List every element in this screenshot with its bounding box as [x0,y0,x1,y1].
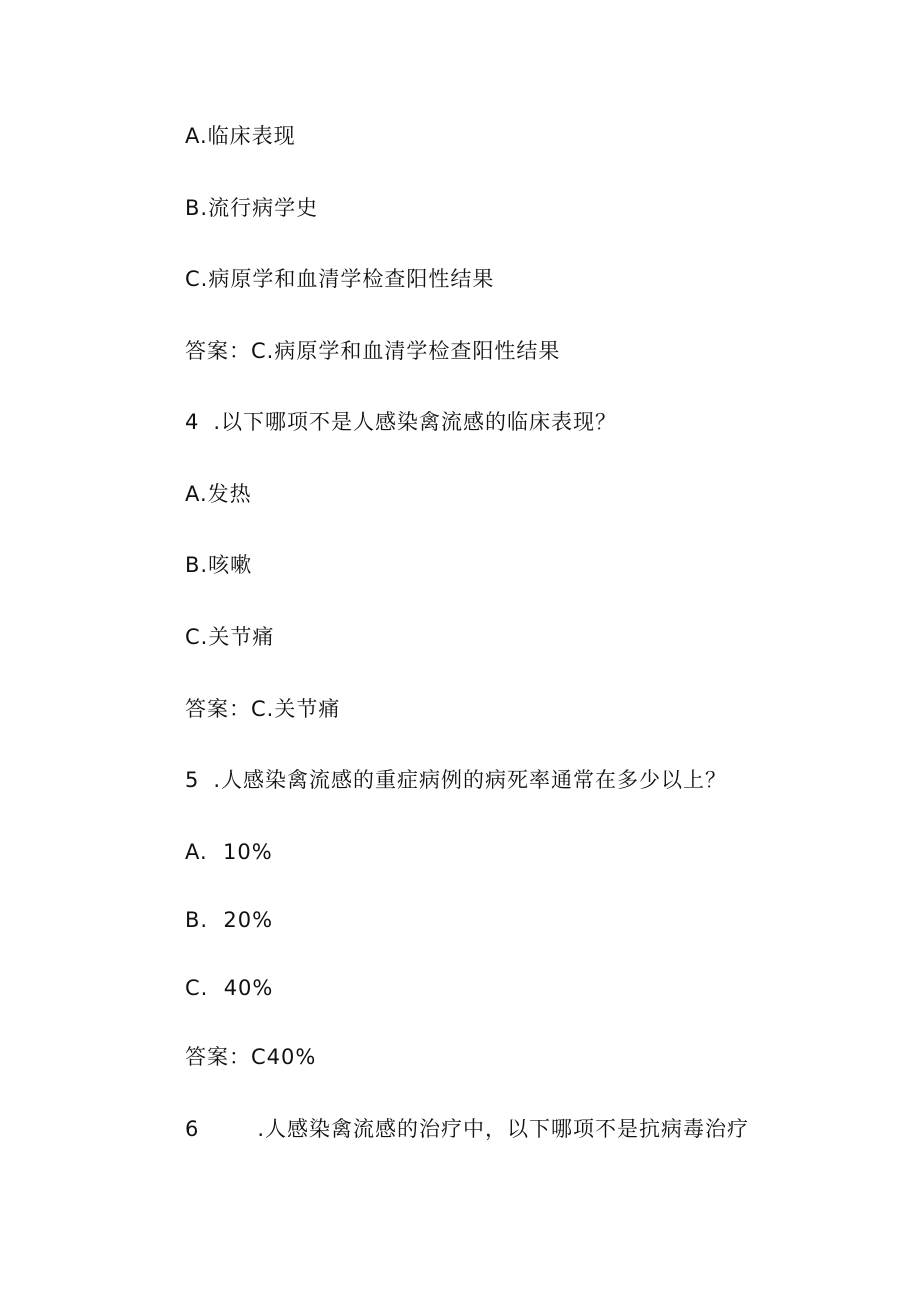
question-6 [185,1114,749,1144]
option-text: B.咳嗽 [185,553,253,577]
option-a-fever [185,479,252,509]
question-number: 5 [185,768,200,792]
option-text: A.临床表现 [185,124,296,148]
option-c-joint-pain [185,622,274,652]
question-text: .人感染禽流感的治疗中，以下哪项不是抗病毒治疗 [257,1117,750,1141]
option-text: C.关节痛 [185,625,275,649]
option-text: A. 10% [185,840,273,864]
option-b-20 [185,905,273,935]
answer-q4 [185,694,340,724]
option-text: C. 40% [185,976,274,1000]
question-5 [185,765,727,795]
answer-text: 答案：C40% [185,1045,317,1069]
question-number: 4 [185,410,200,434]
option-a-10 [185,837,273,867]
answer-q3 [185,336,560,366]
option-b-cough [185,550,252,580]
option-c-pathogen [185,264,494,294]
question-number: 6 [185,1117,200,1141]
option-text: B. 20% [185,908,274,932]
option-c-40 [185,973,273,1003]
option-text: A.发热 [185,482,252,506]
answer-text: 答案：C.关节痛 [185,697,341,721]
option-a-clinical [185,121,296,151]
question-text: .以下哪项不是人感染禽流感的临床表现？ [213,410,618,434]
option-text: C.病原学和血清学检查阳性结果 [185,267,495,291]
answer-text: 答案：C.病原学和血清学检查阳性结果 [185,339,561,363]
option-b-epidemiology [185,193,318,223]
question-4 [185,407,617,437]
question-text: .人感染禽流感的重症病例的病死率通常在多少以上？ [213,768,728,792]
option-text: B.流行病学史 [185,196,319,220]
answer-q5 [185,1042,316,1072]
